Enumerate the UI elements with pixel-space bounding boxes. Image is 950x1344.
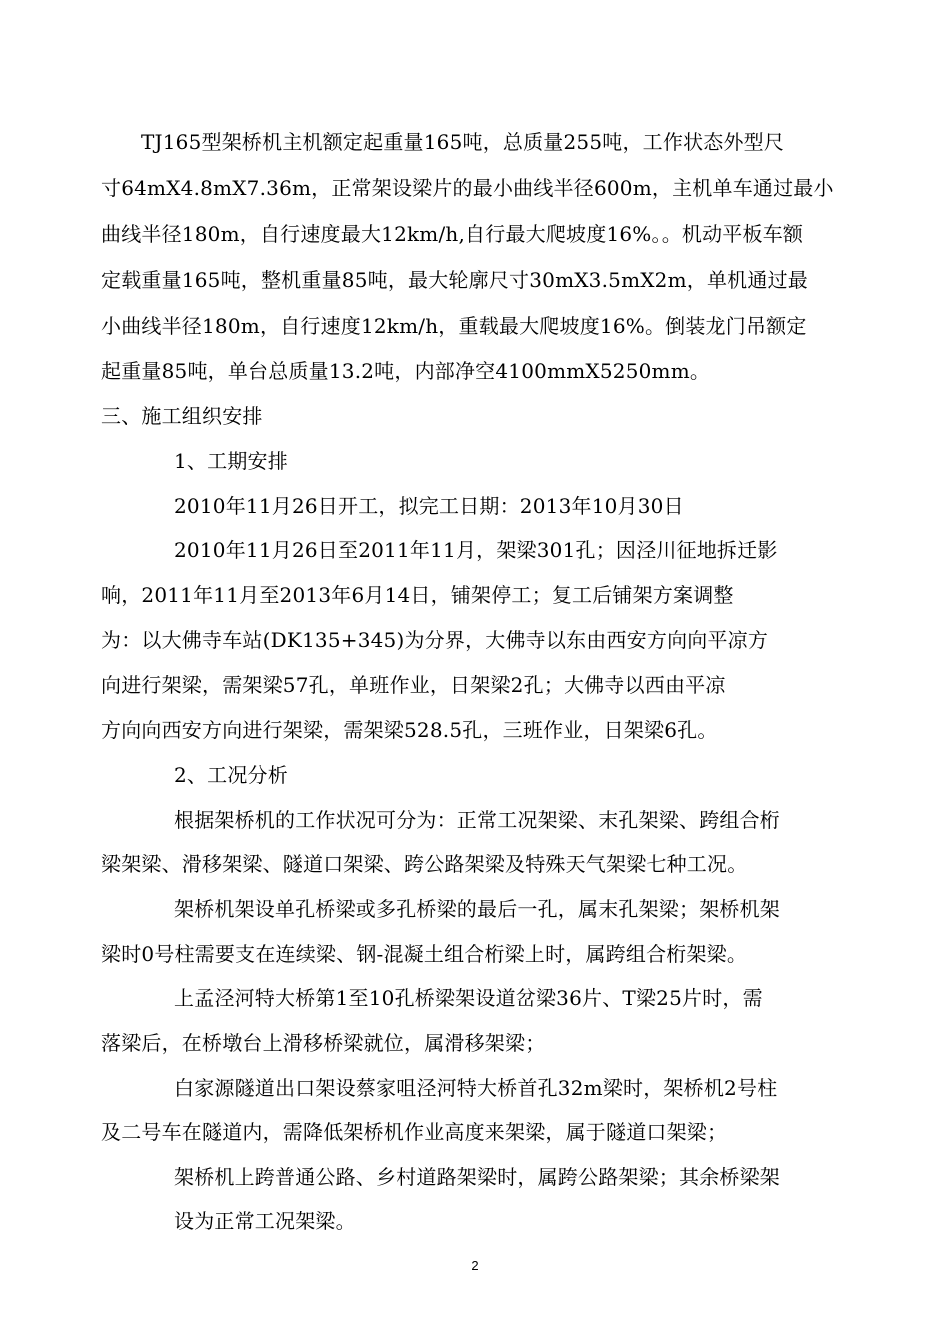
paragraph-1-line-4: 定载重量165吨，整机重量85吨，最大轮廓尺寸30mX3.5mX2m，单机通过最	[101, 268, 808, 292]
schedule-paragraph-line-5: 方向向西安方向进行架梁，需架梁528.5孔，三班作业，日架梁6孔。	[101, 718, 718, 742]
analysis-paragraph-2-line-1: 架桥机架设单孔桥梁或多孔桥梁的最后一孔，属末孔架梁；架桥机架	[174, 897, 780, 921]
subsection-2-heading: 2、工况分析	[174, 763, 288, 787]
schedule-paragraph-line-3: 为：以大佛寺车站(DK135+345)为分界，大佛寺以东由西安方向向平凉方	[101, 628, 769, 652]
schedule-line: 2010年11月26日开工，拟完工日期：2013年10月30日	[174, 494, 684, 518]
analysis-paragraph-5-line-2: 设为正常工况架梁。	[174, 1209, 356, 1233]
paragraph-1-line-5: 小曲线半径180m，自行速度12km/h，重载最大爬坡度16%。倒装龙门吊额定	[101, 314, 807, 338]
paragraph-1-line-1: TJ165型架桥机主机额定起重量165吨，总质量255吨，工作状态外型尺	[141, 130, 785, 154]
analysis-paragraph-3-line-1: 上孟泾河特大桥第1至10孔桥梁架设道岔梁36片、T梁25片时，需	[174, 986, 763, 1010]
analysis-paragraph-1-line-2: 梁架梁、滑移架梁、隧道口架梁、跨公路架梁及特殊天气架梁七种工况。	[101, 852, 748, 876]
page-number: 2	[471, 1258, 479, 1273]
schedule-paragraph-line-2: 响，2011年11月至2013年6月14日，铺架停工；复工后铺架方案调整	[101, 583, 734, 607]
analysis-paragraph-5-line-1: 架桥机上跨普通公路、乡村道路架梁时，属跨公路架梁；其余桥梁架	[174, 1165, 780, 1189]
paragraph-1-line-3: 曲线半径180m，自行速度最大12km/h,自行最大爬坡度16%。。机动平板车额	[101, 222, 804, 246]
paragraph-1-line-6: 起重量85吨，单台总质量13.2吨，内部净空4100mmX5250mm。	[101, 359, 711, 383]
subsection-1-heading: 1、工期安排	[174, 449, 288, 473]
analysis-paragraph-1-line-1: 根据架桥机的工作状况可分为：正常工况架梁、末孔架梁、跨组合桁	[174, 808, 780, 832]
schedule-paragraph-line-4: 向进行架梁，需架梁57孔，单班作业，日架梁2孔；大佛寺以西由平凉	[101, 673, 726, 697]
schedule-paragraph-line-1: 2010年11月26日至2011年11月，架梁301孔；因泾川征地拆迁影	[174, 538, 778, 562]
section-3-heading: 三、施工组织安排	[101, 404, 263, 428]
paragraph-1-line-2: 寸64mX4.8mX7.36m，正常架设梁片的最小曲线半径600m，主机单车通过最小	[101, 176, 834, 200]
analysis-paragraph-4-line-1: 白家源隧道出口架设蔡家咀泾河特大桥首孔32m梁时，架桥机2号柱	[174, 1076, 778, 1100]
analysis-paragraph-2-line-2: 梁时0号柱需要支在连续梁、钢-混凝土组合桁梁上时，属跨组合桁架梁。	[101, 942, 748, 966]
analysis-paragraph-3-line-2: 落梁后，在桥墩台上滑移桥梁就位，属滑移架梁；	[101, 1031, 546, 1055]
analysis-paragraph-4-line-2: 及二号车在隧道内，需降低架桥机作业高度来架梁，属于隧道口架梁；	[101, 1120, 728, 1144]
